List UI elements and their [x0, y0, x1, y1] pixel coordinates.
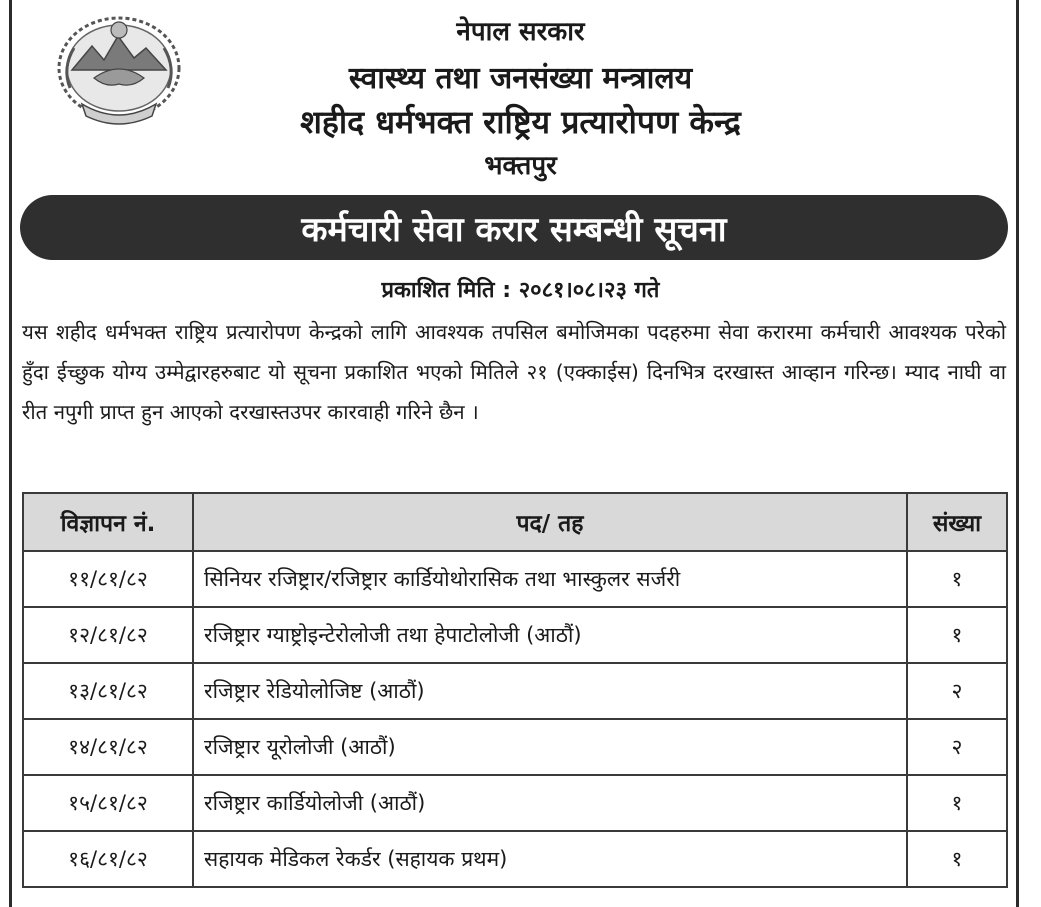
published-date: प्रकाशित मिति : २०८१।०८।२३ गते: [381, 278, 660, 303]
government-name: नेपाल सरकार: [456, 17, 585, 47]
post-level: सिनियर रजिष्ट्रार/रजिष्ट्रार कार्डियोथोरासिक तथा भास्कुलर सर्जरी: [193, 551, 907, 607]
notice-title-banner: [20, 195, 1008, 260]
header-count: संख्या: [907, 493, 1007, 551]
ministry-name: स्वास्थ्य तथा जनसंख्या मन्त्रालय: [348, 61, 693, 96]
post-count: १: [907, 551, 1007, 607]
table-row: [23, 551, 1007, 607]
city-name: भक्तपुर: [484, 151, 557, 181]
ad-number: १४/८१/८२: [23, 719, 193, 775]
post-count: १: [907, 607, 1007, 663]
center-name: शहीद धर्मभक्त राष्ट्रिय प्रत्यारोपण केन्द्र: [300, 103, 741, 141]
vacancy-table: [22, 492, 1008, 888]
notice-title: कर्मचारी सेवा करार सम्बन्धी सूचना: [301, 209, 727, 250]
post-level: सहायक मेडिकल रेकर्डर (सहायक प्रथम): [193, 831, 907, 887]
table-row: [23, 775, 1007, 831]
ad-number: १२/८१/८२: [23, 607, 193, 663]
post-count: २: [907, 663, 1007, 719]
notice-body: यस शहीद धर्मभक्त राष्ट्रिय प्रत्यारोपण केन्द्रको लागि आवश्यक तपसिल बमोजिमका पदहरुमा सेवा करारमा कर्मचारी आवश्यक परेको हुँदा ईच्छुक योग्य उम्मेद्वारहरुबाट यो सूचना प्रकाशित भएको मितिले २१ (एक्काईस) दिनभित्र दरखास्त आव्हान गरिन्छ। म्याद नाघी वा रीत नपुगी प्राप्त हुन आएको दरखास्तउपर कारवाही गरिने छैन ।: [22, 320, 1006, 424]
post-level: रजिष्ट्रार कार्डियोलोजी (आठौं): [193, 775, 907, 831]
ad-number: ११/८१/८२: [23, 551, 193, 607]
post-count: २: [907, 719, 1007, 775]
table-row: [23, 607, 1007, 663]
post-level: रजिष्ट्रार ग्याष्ट्रोइन्टेरोलोजी तथा हेपाटोलोजी (आठौं): [193, 607, 907, 663]
header-ad-number: विज्ञापन नं.: [23, 493, 193, 551]
post-count: १: [907, 775, 1007, 831]
post-count: १: [907, 831, 1007, 887]
post-level: रजिष्ट्रार रेडियोलोजिष्ट (आठौं): [193, 663, 907, 719]
table-header-row: [23, 493, 1007, 551]
table-row: [23, 719, 1007, 775]
table-row: [23, 663, 1007, 719]
ad-number: १५/८१/८२: [23, 775, 193, 831]
post-level: रजिष्ट्रार यूरोलोजी (आठौं): [193, 719, 907, 775]
header-post-level: पद/ तह: [193, 493, 907, 551]
ad-number: १३/८१/८२: [23, 663, 193, 719]
table-row: [23, 831, 1007, 887]
ad-number: १६/८१/८२: [23, 831, 193, 887]
